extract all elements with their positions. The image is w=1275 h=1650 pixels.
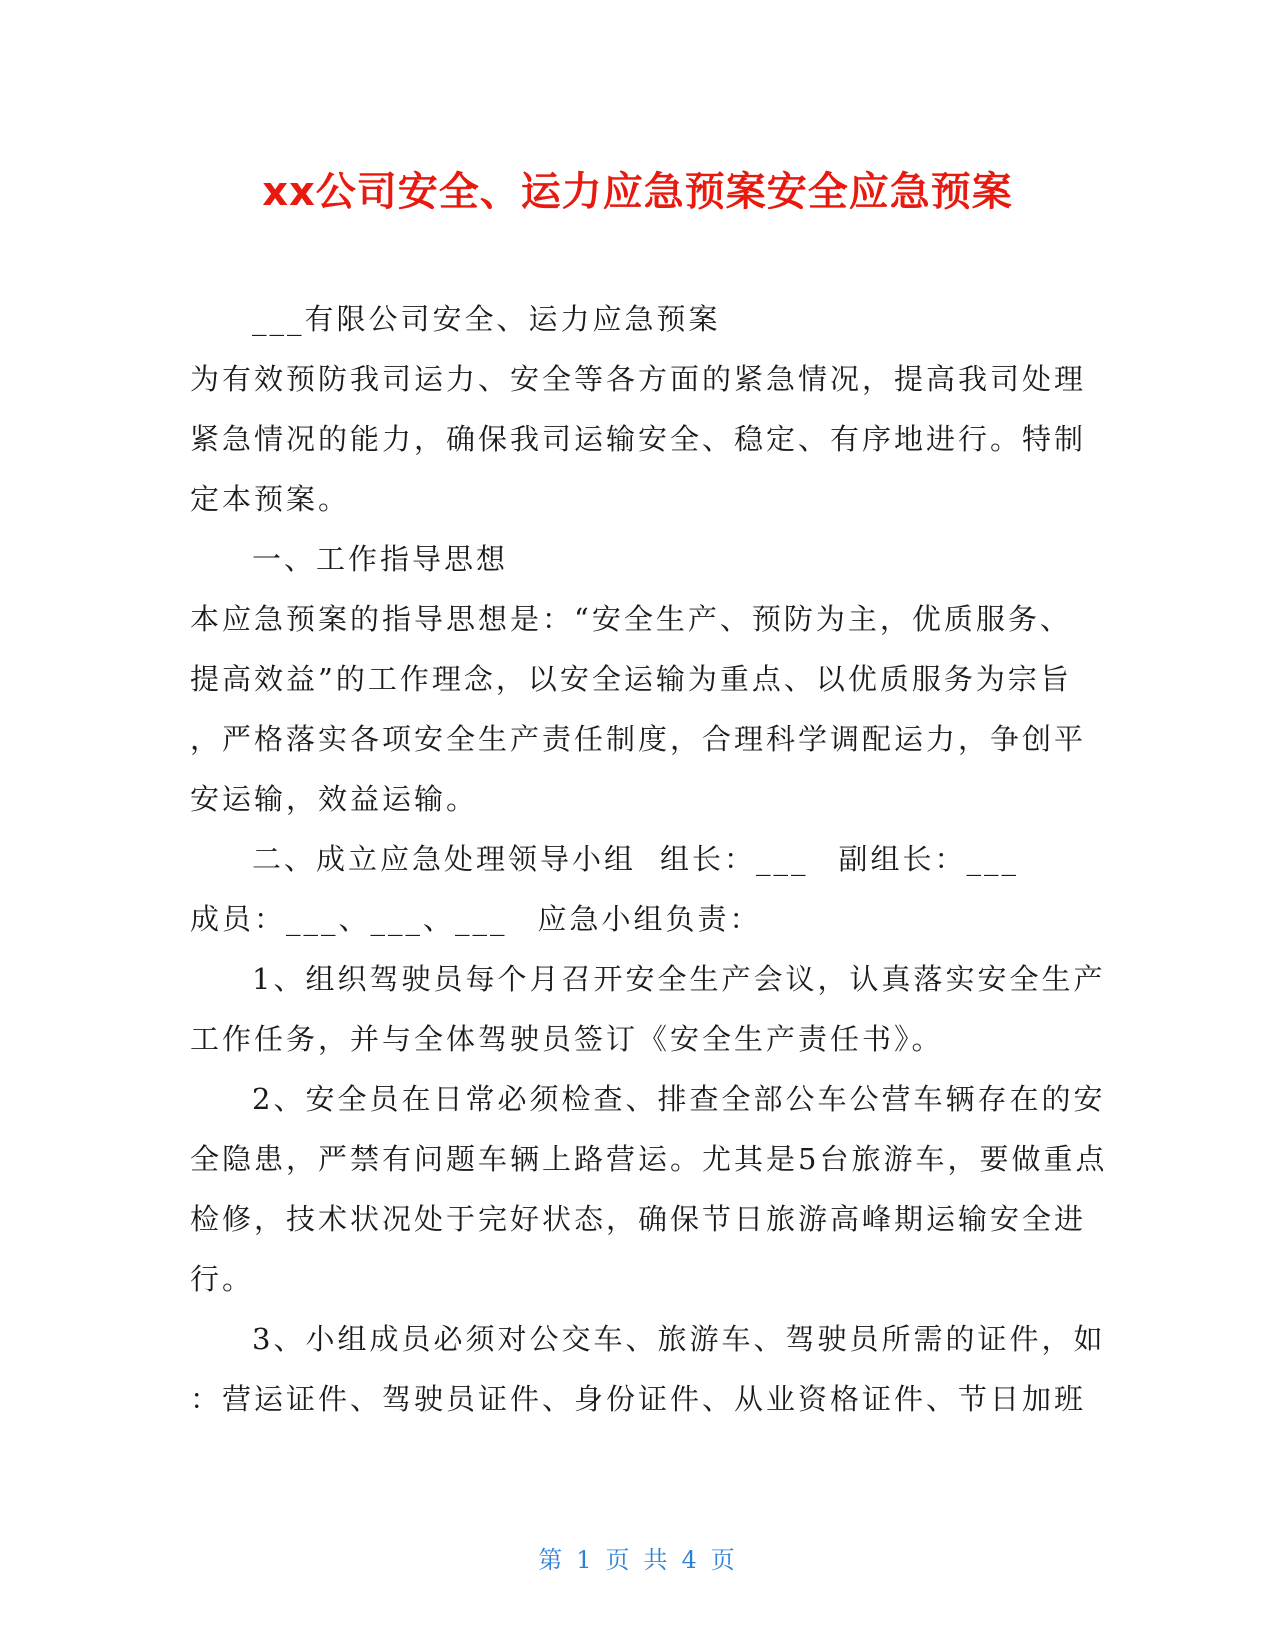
text-line: 本应急预案的指导思想是：“安全生产、预防为主，优质服务、	[190, 602, 1072, 636]
footer-text: 共	[643, 1546, 670, 1574]
text-line: 定本预案。	[190, 482, 351, 516]
text-line: 工作任务，并与全体驾驶员签订《安全生产责任书》。	[190, 1022, 944, 1056]
footer-text: 页	[605, 1546, 632, 1574]
text-line: 行。	[190, 1262, 255, 1296]
text-line: ___有限公司安全、运力应急预案	[252, 302, 721, 336]
footer-text: 第	[538, 1546, 565, 1574]
text-line: 紧急情况的能力，确保我司运输安全、稳定、有序地进行。特制	[190, 422, 1087, 456]
total-pages-number: 4	[681, 1546, 699, 1574]
section-heading-line	[190, 829, 1080, 889]
section-heading: 一、工作指导思想	[252, 542, 509, 576]
text-line: ，严格落实各项安全生产责任制度，合理科学调配运力，争创平	[190, 722, 1087, 756]
document-body	[190, 289, 1108, 1429]
text-line: 安运输，效益运输。	[190, 782, 479, 816]
page-footer	[0, 1540, 1275, 1575]
current-page-number: 1	[576, 1546, 594, 1574]
text-line: ：营运证件、驾驶员证件、身份证件、从业资格证件、节日加班	[190, 1382, 1087, 1416]
members-field: 成员：___、___、___	[190, 902, 508, 936]
text-line: 全隐患，严禁有问题车辆上路营运。尤其是5台旅游车，要做重点	[190, 1142, 1108, 1176]
leader-field: 组长：___	[660, 842, 809, 876]
text-line	[190, 889, 1080, 949]
text-line: 1、组织驾驶员每个月召开安全生产会议，认真落实安全生产	[252, 962, 1106, 996]
responsibility-label: 应急小组负责：	[537, 902, 762, 936]
text-line: 检修，技术状况处于完好状态，确保节日旅游高峰期运输安全进	[190, 1202, 1087, 1236]
section-heading: 二、成立应急处理领导小组	[252, 842, 637, 876]
footer-text: 页	[710, 1546, 737, 1574]
deputy-leader-field: 副组长：___	[838, 842, 1020, 876]
text-line: 3、小组成员必须对公交车、旅游车、驾驶员所需的证件，如	[252, 1322, 1106, 1356]
text-line: 提高效益”的工作理念，以安全运输为重点、以优质服务为宗旨	[190, 662, 1072, 696]
text-line: 为有效预防我司运力、安全等各方面的紧急情况，提高我司处理	[190, 362, 1087, 396]
document-title: xx公司安全、运力应急预案安全应急预案	[262, 169, 1013, 215]
text-line: 2、安全员在日常必须检查、排查全部公车公营车辆存在的安	[252, 1082, 1106, 1116]
